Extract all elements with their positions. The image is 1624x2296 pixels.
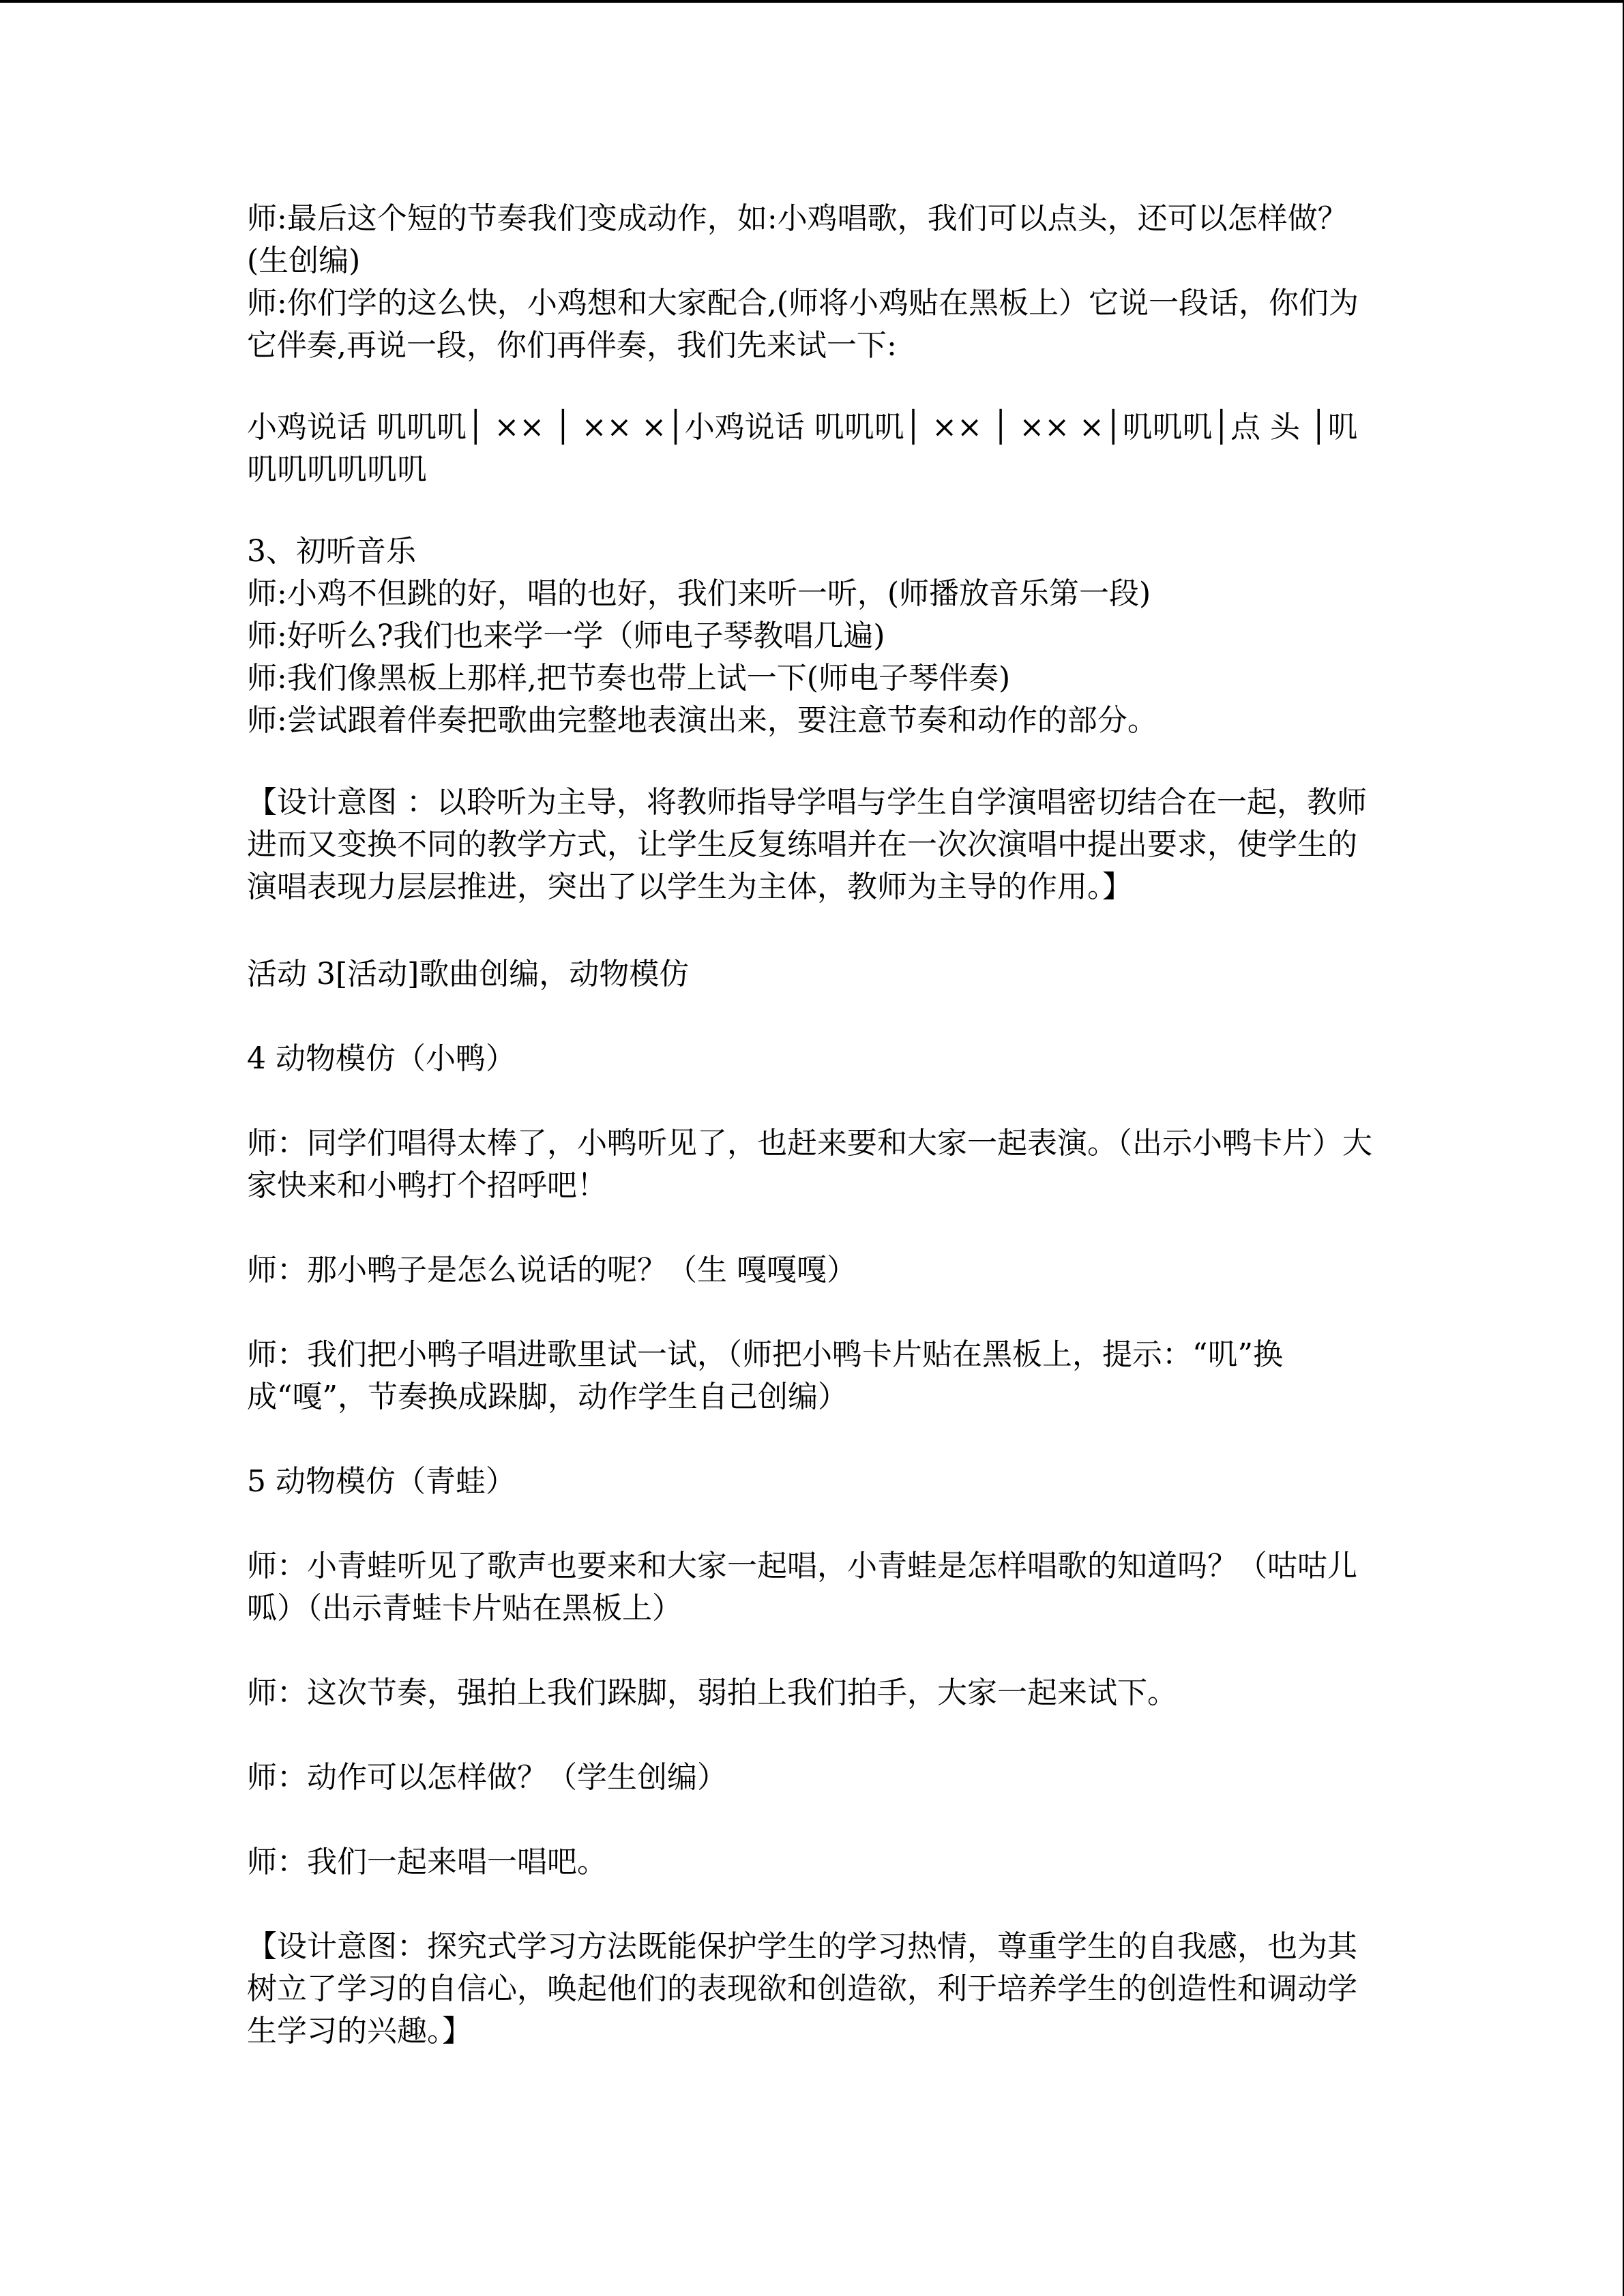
paragraph-teacher-perform: 师:尝试跟着伴奏把歌曲完整地表演出来，要注意节奏和动作的部分。 [247, 703, 1157, 738]
paragraph-frog-action: 师：动作可以怎样做？（学生创编） [247, 1760, 727, 1795]
paragraph-duck-intro: 师：同学们唱得太棒了，小鸭听见了，也赶来要和大家一起表演。（出示小鸭卡片）大家快来和小鸭打个招呼吧！ [247, 1126, 1372, 1203]
paragraph-duck-song: 师：我们把小鸭子唱进歌里试一试，（师把小鸭卡片贴在黑板上，提示：“叽”换成“嘎”，节奏换成跺脚，动作学生自己创编） [247, 1337, 1283, 1414]
section-heading-frog: 5 动物模仿（青蛙） [247, 1464, 516, 1499]
paragraph-teacher-learn: 师:好听么?我们也来学一学（师电子琴教唱几遍) [247, 618, 885, 653]
paragraph-teacher-rhythm: 师:我们像黑板上那样,把节奏也带上试一下(师电子琴伴奏) [247, 661, 1011, 696]
paragraph-design-intent-1: 【设计意图 ：以聆听为主导，将教师指导学唱与学生自学演唱密切结合在一起，教师进而又变换不同的教学方式，让学生反复练唱并在一次次演唱中提出要求，使学生的演唱表现力层层推进，突出了以学生为主体，教师为主导的作用。】 [247, 785, 1367, 904]
paragraph-frog-intro: 师：小青蛙听见了歌声也要来和大家一起唱，小青蛙是怎样唱歌的知道吗？（咕咕儿呱）（出示青蛙卡片贴在黑板上） [247, 1549, 1357, 1626]
paragraph-frog-rhythm: 师：这次节奏，强拍上我们跺脚，弱拍上我们拍手，大家一起来试下。 [247, 1675, 1177, 1710]
paragraph-teacher-listen: 师:小鸡不但跳的好，唱的也好，我们来听一听，(师播放音乐第一段) [247, 576, 1151, 611]
section-heading-activity-3: 活动 3[活动]歌曲创编，动物模仿 [247, 957, 690, 992]
paragraph-teacher-action-question: 师:最后这个短的节奏我们变成动作，如:小鸡唱歌，我们可以点头，还可以怎样做？(生创编) [247, 201, 1348, 278]
section-heading-first-listen: 3、初听音乐 [247, 534, 416, 569]
paragraph-sing-together: 师：我们一起来唱一唱吧。 [247, 1845, 607, 1879]
document-body [247, 198, 1379, 2053]
paragraph-teacher-accompany: 师:你们学的这么快，小鸡想和大家配合,(师将小鸡贴在黑板上）它说一段话，你们为它伴奏,再说一段，你们再伴奏，我们先来试一下: [247, 286, 1359, 363]
paragraph-duck-sound: 师：那小鸭子是怎么说话的呢？（生 嘎嘎嘎） [247, 1253, 857, 1287]
paragraph-rhythm-line: 小鸡说话 叽叽叽│ ×× │ ×× ×│小鸡说话 叽叽叽│ ×× │ ×× ×│叽叽叽│点 头 │叽叽叽叽叽叽叽 [247, 410, 1358, 487]
section-heading-duck: 4 动物模仿（小鸭） [247, 1041, 516, 1076]
paragraph-design-intent-2: 【设计意图：探究式学习方法既能保护学生的学习热情，尊重学生的自我感，也为其树立了学习的自信心，唤起他们的表现欲和创造欲，利于培养学生的创造性和调动学生学习的兴趣。】 [247, 1929, 1357, 2048]
